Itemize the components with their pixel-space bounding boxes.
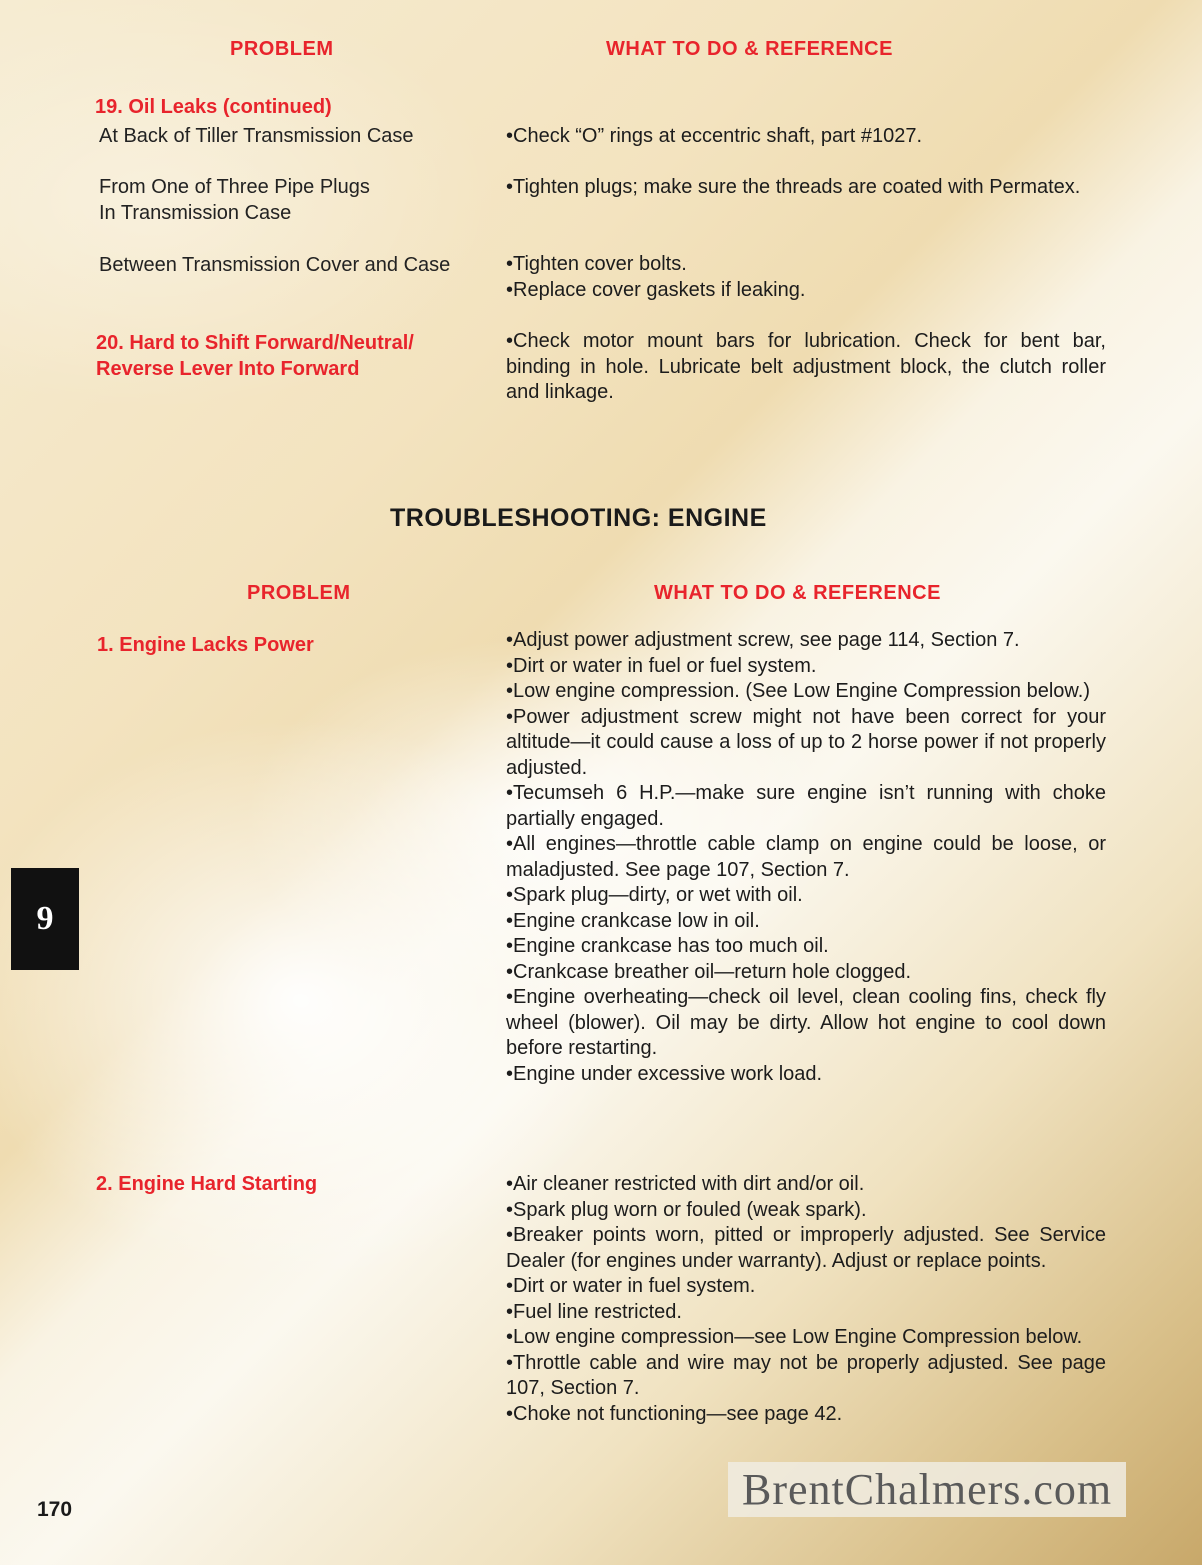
- engine-answer-2: •Air cleaner restricted with dirt and/or oil. •Spark plug worn or fouled (weak spark). •Breaker points worn, pitted or improperly adjusted. See Service Dealer (for engines under warranty). Adjust or replace points. •Dirt or water in fuel system. •Fuel line restricted. •Low engine compression—see Low Engine Compression below. •Throttle cable and wire may not be properly adjusted. See page 107, Section 7. •Choke not functioning—see page 42.: [506, 1173, 1106, 1425]
- page-number: 170: [37, 1498, 73, 1521]
- engine-section-title: TROUBLESHOOTING: ENGINE: [390, 504, 767, 532]
- reference-header: WHAT TO DO & REFERENCE: [606, 38, 893, 60]
- problem-19-title: 19. Oil Leaks (continued): [95, 96, 332, 118]
- problem-header: PROBLEM: [230, 38, 334, 60]
- engine-answer-1: •Adjust power adjustment screw, see page 114, Section 7. •Dirt or water in fuel or fuel system. •Low engine compression. (See Low Engine Compression below.) •Power adjustment screw might not have been correct for your altitude—it could cause a loss of up to 2 horse power if not properly adjusted. •Tecumseh 6 H.P.—make sure engine isn’t running with choke partially engaged. •All engines—throttle cable clamp on engine could be loose, or maladjusted. See page 107, Section 7. •Spark plug—dirty, or wet with oil. •Engine crankcase low in oil. •Engine crankcase has too much oil. •Crankcase breather oil—return hole clogged. •Engine overheating—check oil level, clean cooling fins, check fly wheel (blower). Oil may be dirty. Allow hot engine to cool down before restarting. •Engine under excessive work load.: [506, 629, 1106, 1085]
- answer-19b: •Tighten plugs; make sure the threads are coated with Permatex.: [506, 176, 1081, 198]
- engine-problem-1: 1. Engine Lacks Power: [97, 634, 314, 656]
- watermark: BrentChalmers.com: [728, 1462, 1126, 1517]
- answer-20: •Check motor mount bars for lubrication. Check for bent bar, binding in hole. Lubricate belt adjustment block, the clutch roller and linkage.: [506, 330, 1106, 403]
- problem-19c: Between Transmission Cover and Case: [99, 254, 451, 276]
- problem-20-title: 20. Hard to Shift Forward/Neutral/ Reverse Lever Into Forward: [96, 332, 414, 380]
- section-tab: 9: [11, 868, 79, 970]
- engine-reference-header: WHAT TO DO & REFERENCE: [654, 582, 941, 604]
- problem-19b: From One of Three Pipe Plugs In Transmission Case: [99, 176, 370, 224]
- answer-19c: •Tighten cover bolts. •Replace cover gaskets if leaking.: [506, 253, 806, 301]
- engine-problem-2: 2. Engine Hard Starting: [96, 1173, 318, 1195]
- problem-19a: At Back of Tiller Transmission Case: [99, 125, 414, 147]
- engine-problem-header: PROBLEM: [247, 582, 351, 604]
- answer-19a: •Check “O” rings at eccentric shaft, part #1027.: [506, 125, 923, 147]
